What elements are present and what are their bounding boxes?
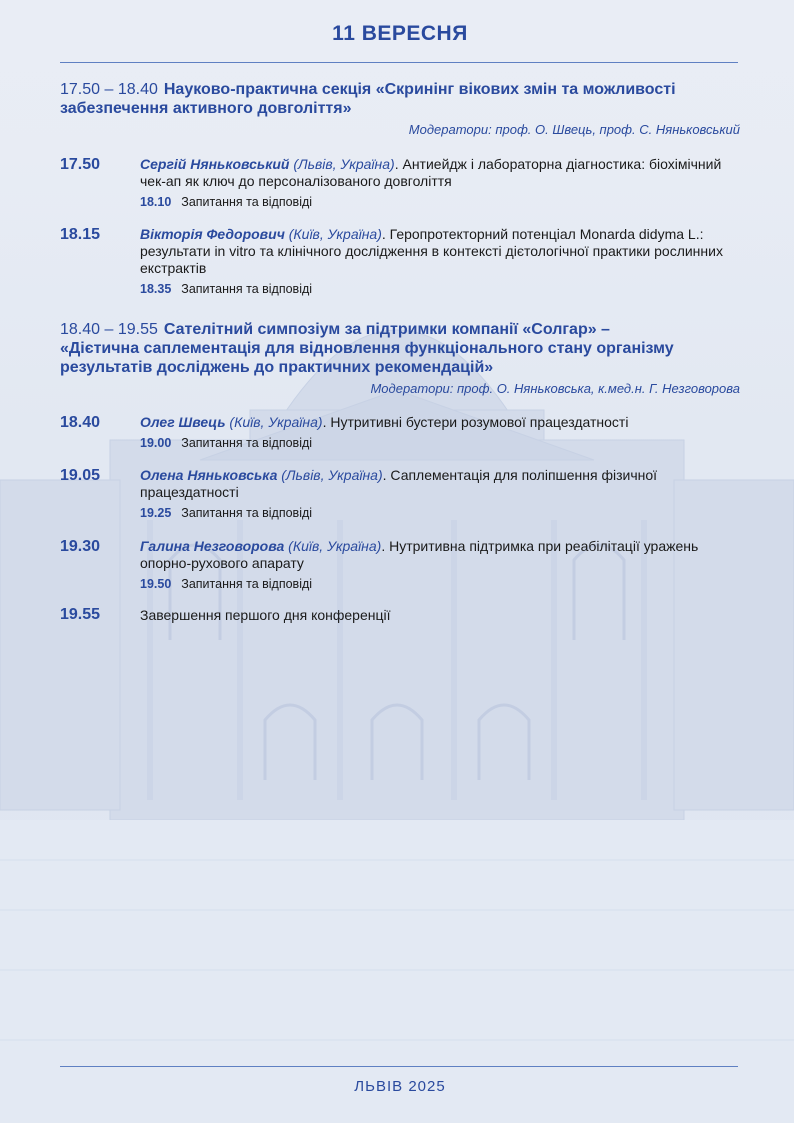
qa-time: 18.10	[140, 195, 172, 209]
qa-row	[140, 435, 740, 452]
footer-divider	[60, 1066, 738, 1067]
qa-row	[140, 281, 740, 298]
talk-city: (Львів, Україна)	[277, 467, 383, 483]
section-moderators: Модератори: проф. О. Швець, проф. С. Няньковський	[408, 122, 740, 137]
section-time: 18.40 – 19.55	[60, 321, 158, 338]
talk-body	[140, 156, 740, 211]
qa-time: 19.50	[140, 577, 172, 591]
header-divider	[60, 62, 738, 63]
section-moderators: Модератори: проф. О. Няньковська, к.мед.н. Г. Незговорова	[370, 381, 740, 396]
closing-time: 19.55	[60, 606, 101, 623]
section-title	[60, 80, 740, 99]
day-title: 11 ВЕРЕСНЯ	[332, 22, 468, 45]
talk-time: 19.30	[60, 538, 101, 555]
qa-label: Запитання та відповіді	[181, 506, 313, 520]
qa-row	[140, 505, 740, 522]
talk-title: . Нутритивна підтримка при реабілітації уражень опорно-рухового апарату	[140, 538, 699, 571]
talk-speaker: Галина Незговорова	[140, 538, 285, 554]
qa-time: 19.25	[140, 506, 172, 520]
talk-title: . Геропротекторний потенціал Monarda didyma L.: результати in vitro та клінічного дослідження в контексті дієтологічної практики рослинних екстрактів	[140, 226, 723, 276]
talk-speaker: Сергій Няньковський	[140, 156, 290, 172]
talk-city: (Львів, Україна)	[289, 156, 395, 172]
footer-city-year: ЛЬВІВ 2025	[354, 1078, 446, 1095]
talk-city: (Київ, Україна)	[225, 414, 323, 430]
qa-time: 18.35	[140, 282, 172, 296]
talk-time: 18.40	[60, 414, 101, 431]
section-title	[60, 320, 740, 339]
talk-title: . Нутритивні бустери розумової працездатності	[322, 414, 629, 430]
talk-speaker: Олена Няньковська	[140, 467, 278, 483]
talk-body	[140, 226, 740, 298]
section-title-line: Науково-практична секція «Скринінг вікових змін та можливості	[163, 81, 676, 98]
talk-speaker: Олег Швець	[140, 414, 226, 430]
qa-label: Запитання та відповіді	[181, 282, 313, 296]
talk-body	[140, 414, 740, 452]
talk-city: (Київ, Україна)	[284, 226, 382, 242]
section-time: 17.50 – 18.40	[60, 81, 158, 98]
qa-label: Запитання та відповіді	[181, 436, 313, 450]
section-header	[60, 80, 740, 137]
talk-time: 17.50	[60, 156, 101, 173]
talk-city: (Київ, Україна)	[284, 538, 382, 554]
section-title-line: Сателітний симпозіум за підтримки компанії «Солгар» –	[163, 321, 610, 338]
talk-time: 19.05	[60, 467, 101, 484]
section-title-line: «Дієтична саплементація для відновлення функціонального стану організму	[60, 340, 674, 357]
section-header	[60, 320, 740, 396]
qa-row	[140, 194, 740, 211]
talk-title: . Саплементація для поліпшення фізичної працездатності	[140, 467, 658, 500]
qa-time: 19.00	[140, 436, 172, 450]
talk-body	[140, 538, 740, 593]
qa-label: Запитання та відповіді	[181, 195, 313, 209]
talk-title: . Антиейдж і лабораторна діагностика: біохімічний чек-ап як ключ до персоналізованого довголіття	[140, 156, 722, 189]
talk-speaker: Вікторія Федорович	[140, 226, 285, 242]
talk-time: 18.15	[60, 226, 101, 243]
qa-label: Запитання та відповіді	[181, 577, 313, 591]
section-title-line: результатів досліджень до практичних рекомендацій»	[60, 359, 494, 376]
closing-text: Завершення першого дня конференції	[140, 607, 391, 623]
section-title-line: забезпечення активного довголіття»	[60, 100, 352, 117]
qa-row	[140, 576, 740, 593]
talk-body	[140, 467, 740, 522]
